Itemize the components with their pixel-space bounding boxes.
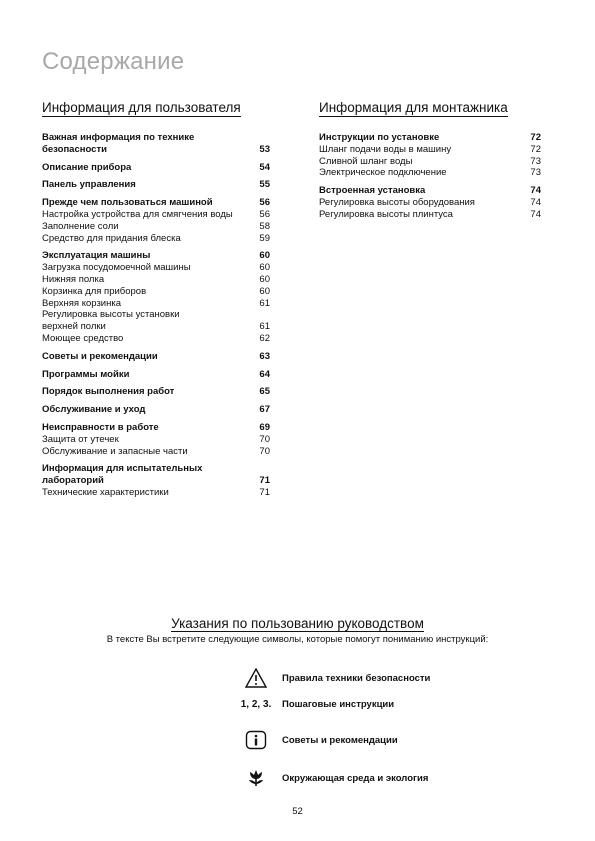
toc-entry-title: Эксплуатация машины — [42, 250, 151, 262]
toc-entry-page: 70 — [259, 445, 270, 457]
symbol-row-eco — [236, 766, 428, 790]
toc-section — [42, 132, 270, 156]
toc-entry — [42, 298, 270, 310]
toc-entry-title: Корзинка для приборов — [42, 285, 147, 297]
toc-entry-title: Загрузка посудомоечной машины — [42, 262, 191, 274]
user-toc — [42, 132, 270, 499]
toc-section — [42, 162, 270, 174]
toc-entry-title: Порядок выполнения работ — [42, 386, 175, 398]
toc-entry-page: 60 — [259, 273, 270, 285]
toc-entry — [319, 156, 541, 168]
toc-entry-page: 65 — [259, 386, 270, 398]
toc-entry-title: Панель управления — [42, 179, 136, 191]
toc-entry-page: 69 — [259, 421, 270, 433]
toc-entry-title: Шланг подачи воды в машину — [319, 143, 452, 155]
toc-entry-page: 71 — [259, 475, 270, 487]
toc-entry — [42, 487, 270, 499]
toc-entry — [319, 185, 541, 197]
toc-entry — [42, 209, 270, 221]
toc-entry-title: Обслуживание и уход — [42, 404, 146, 416]
installer-toc — [319, 132, 541, 221]
toc-entry-page: 70 — [259, 433, 270, 445]
toc-entry — [42, 309, 270, 321]
toc-entry — [42, 162, 270, 174]
toc-entry — [42, 369, 270, 381]
toc-entry-page: 67 — [259, 404, 270, 416]
toc-section — [319, 185, 541, 220]
toc-entry-page — [256, 309, 270, 321]
toc-entry — [42, 179, 270, 191]
symbol-text: Советы и рекомендации — [282, 734, 398, 746]
toc-section — [42, 197, 270, 244]
toc-entry — [319, 197, 541, 209]
toc-entry-page: 63 — [259, 350, 270, 362]
toc-entry-title: Информация для испытательных — [42, 463, 203, 475]
toc-entry — [42, 434, 270, 446]
toc-entry — [319, 167, 541, 179]
toc-section — [42, 179, 270, 191]
toc-section — [42, 351, 270, 363]
toc-entry-page: 53 — [259, 143, 270, 155]
toc-entry-title: Прежде чем пользоваться машиной — [42, 197, 213, 209]
toc-entry-title: Важная информация по технике — [42, 132, 195, 143]
toc-entry-title: безопасности — [42, 143, 107, 155]
flower-eco-icon — [236, 768, 276, 788]
toc-entry-page: 60 — [259, 262, 270, 274]
toc-entry-page: 71 — [259, 486, 270, 498]
toc-entry-title: Сливной шланг воды — [319, 155, 413, 167]
toc-entry-page: 60 — [259, 250, 270, 262]
guide-intro: В тексте Вы встретите следующие символы, которые помогут пониманию инструкций: — [106, 634, 489, 645]
toc-entry — [42, 197, 270, 209]
toc-entry-title: Программы мойки — [42, 368, 130, 380]
toc-entry — [42, 321, 270, 333]
toc-entry — [319, 209, 541, 221]
warning-triangle-icon — [236, 668, 276, 688]
toc-section — [42, 369, 270, 381]
toc-entry — [42, 333, 270, 345]
toc-entry-title: Настройка устройства для смягчения воды — [42, 208, 233, 220]
toc-entry-page: 72 — [530, 132, 541, 143]
toc-entry — [42, 144, 270, 156]
toc-entry-page: 61 — [259, 321, 270, 333]
toc-section — [42, 422, 270, 457]
toc-entry-page — [256, 463, 270, 475]
toc-entry — [42, 250, 270, 262]
toc-entry — [42, 463, 270, 475]
toc-entry — [42, 386, 270, 398]
toc-entry-title: лабораторий — [42, 475, 104, 487]
toc-entry — [42, 475, 270, 487]
toc-entry-page — [256, 132, 270, 144]
toc-entry-title: Верхняя корзинка — [42, 297, 122, 309]
toc-section — [42, 463, 270, 498]
toc-entry — [42, 233, 270, 245]
symbol-row-steps — [236, 692, 394, 716]
page-number: 52 — [292, 806, 303, 817]
toc-entry — [42, 274, 270, 286]
toc-entry-page: 64 — [259, 368, 270, 380]
toc-entry-title: Обслуживание и запасные части — [42, 445, 188, 457]
toc-entry-title: Электрическое подключение — [319, 167, 447, 179]
toc-entry-title: Советы и рекомендации — [42, 350, 158, 362]
installer-info-heading: Информация для монтажника — [319, 100, 508, 115]
toc-entry-title: Технические характеристики — [42, 486, 169, 498]
toc-entry-page: 54 — [259, 161, 270, 173]
toc-entry-title: Регулировка высоты плинтуса — [319, 208, 453, 220]
toc-entry — [42, 446, 270, 458]
toc-entry-page: 74 — [530, 185, 541, 197]
toc-entry — [319, 132, 541, 144]
toc-section — [42, 404, 270, 416]
toc-entry-page: 58 — [259, 220, 270, 232]
toc-entry-page: 60 — [259, 285, 270, 297]
guide-heading: Указания по пользованию руководством — [171, 616, 424, 631]
toc-section — [42, 250, 270, 344]
toc-entry-title: Описание прибора — [42, 161, 132, 173]
toc-entry-title: Заполнение соли — [42, 220, 119, 232]
toc-entry-page: 72 — [530, 143, 541, 155]
page-title: Содержание — [42, 48, 185, 75]
toc-entry-title: Средство для придания блеска — [42, 232, 181, 244]
info-icon — [236, 730, 276, 750]
symbol-text: Правила техники безопасности — [282, 672, 431, 684]
toc-entry-title: Регулировка высоты установки — [42, 309, 180, 321]
symbol-text: Окружающая среда и экология — [282, 772, 429, 784]
toc-entry-title: Инструкции по установке — [319, 132, 440, 143]
toc-entry — [42, 132, 270, 144]
user-info-heading: Информация для пользователя — [42, 100, 241, 115]
toc-section — [319, 132, 541, 179]
toc-entry-title: Защита от утечек — [42, 433, 119, 445]
toc-entry-title: Регулировка высоты оборудования — [319, 196, 475, 208]
symbol-text: Пошаговые инструкции — [282, 698, 395, 710]
toc-entry-page: 56 — [259, 197, 270, 209]
toc-entry — [42, 286, 270, 298]
toc-entry-page: 74 — [530, 208, 541, 220]
symbol-row-tips — [236, 728, 398, 752]
toc-entry — [42, 221, 270, 233]
toc-entry-page: 59 — [259, 232, 270, 244]
steps-label: 1, 2, 3. — [240, 698, 272, 710]
symbol-row-safety — [236, 666, 430, 690]
toc-entry-page: 61 — [259, 297, 270, 309]
toc-entry-title: Нижняя полка — [42, 273, 105, 285]
toc-section — [42, 386, 270, 398]
toc-entry-page: 55 — [259, 179, 270, 191]
toc-entry-page: 56 — [259, 208, 270, 220]
toc-entry-title: Неисправности в работе — [42, 421, 159, 433]
toc-entry-title: верхней полки — [42, 321, 106, 333]
toc-entry — [42, 262, 270, 274]
toc-entry — [319, 144, 541, 156]
toc-entry — [42, 351, 270, 363]
toc-entry — [42, 404, 270, 416]
toc-entry-title: Встроенная установка — [319, 185, 426, 197]
toc-entry — [42, 422, 270, 434]
toc-entry-page: 62 — [259, 332, 270, 344]
toc-entry-page: 73 — [530, 167, 541, 179]
toc-entry-page: 73 — [530, 155, 541, 167]
toc-entry-title: Моющее средство — [42, 332, 124, 344]
toc-entry-page: 74 — [530, 196, 541, 208]
